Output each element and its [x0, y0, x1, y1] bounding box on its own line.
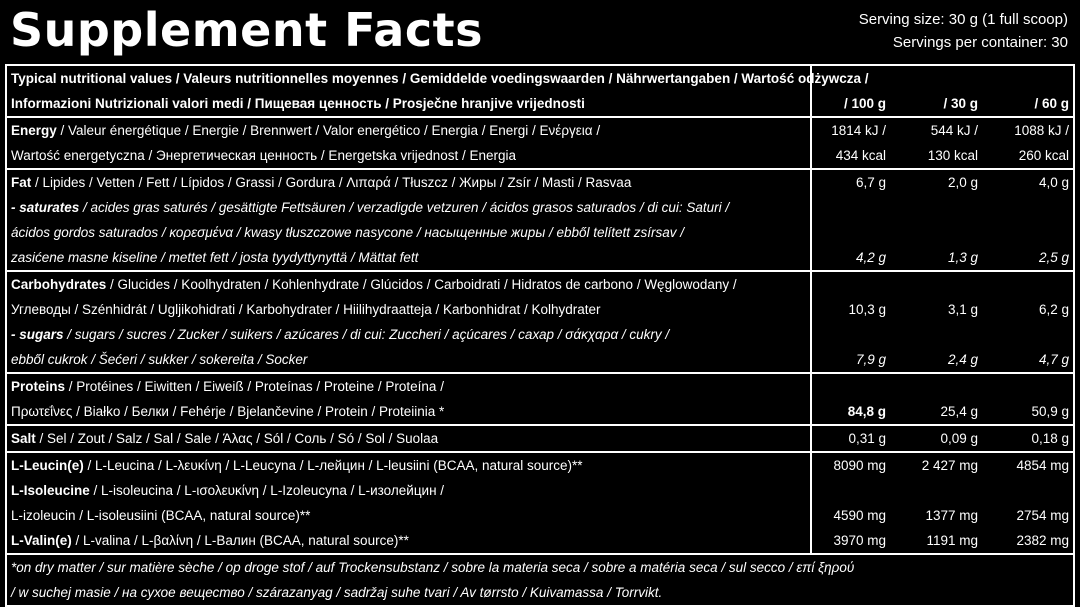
isoleucine-100g: 4590 mg [833, 508, 886, 523]
servings-per-container: Servings per container: 30 [892, 34, 1068, 51]
leucine-100g: 8090 mg [833, 458, 886, 473]
fat-line-1 [7, 170, 1073, 195]
col-header-30g: / 30 g [943, 96, 978, 111]
sugars-60g: 4,7 g [1038, 352, 1069, 367]
saturates-line-1 [7, 195, 1073, 220]
fat-label: Fat [11, 175, 32, 190]
fat-translations: / Lipides / Vetten / Fett / Lípidos / Grassi / Gordura / Λιπαρά / Tłuszcz / Жиры / Zsír / Masti / Rasvaa [31, 175, 632, 190]
fat-100g: 6,7 g [855, 175, 886, 190]
isoleucine-30g: 1377 mg [925, 508, 978, 523]
saturates-30g: 1,3 g [947, 250, 978, 265]
leucine-line [7, 453, 1073, 478]
row-energy [7, 116, 1073, 168]
proteins-label: Proteins [11, 379, 66, 394]
saturates-translations-1: / acides gras saturés / gesättigte Fettsäuren / verzadigde vetzuren / ácidos grasos saturados / di cui: Saturi / [79, 200, 730, 215]
energy-kj-30g: 544 kJ / [930, 123, 978, 138]
salt-100g: 0,31 g [848, 431, 886, 446]
footnote-line-2: / w suchej masie / на сухое вещество / szárazanyag / sadržaj suhe tvari / Av tørrsto / Kuivamassa / Torrvikt. [11, 585, 663, 600]
panel-title: Supplement Facts [10, 3, 483, 57]
carbs-100g: 10,3 g [848, 302, 886, 317]
serving-size: Serving size: 30 g (1 full scoop) [858, 11, 1068, 28]
energy-kj-60g: 1088 kJ / [1014, 123, 1069, 138]
col-header-100g: / 100 g [843, 96, 886, 111]
carbs-30g: 3,1 g [947, 302, 978, 317]
saturates-label: - saturates [11, 200, 80, 215]
sugars-line-2 [7, 347, 1073, 372]
fat-60g: 4,0 g [1038, 175, 1069, 190]
isoleucine-line-1 [7, 478, 1073, 503]
carbs-translations-1: / Glucides / Koolhydraten / Kohlenhydrate / Glúcidos / Carboidrati / Hidratos de carbono / Węglowodany / [106, 277, 737, 292]
leucine-label: L-Leucin(e) [11, 458, 84, 473]
isoleucine-label: L-Isoleucine [11, 483, 90, 498]
leucine-30g: 2 427 mg [921, 458, 978, 473]
saturates-line-2: ácidos gordos saturados / κορεσμένα / kwasy tłuszczowe nasycone / насыщенные жиры / ebből telített zsírsav / [11, 225, 685, 240]
energy-kcal-100g: 434 kcal [835, 148, 886, 163]
salt-60g: 0,18 g [1031, 431, 1069, 446]
carbs-translations-2: Углеводы / Szénhidrát / Ugljikohidrati / Karbohydrater / Hiilihydraatteja / Karbonhidrat / Kolhydrater [11, 302, 601, 317]
header-line-1: Typical nutritional values / Valeurs nutritionnelles moyennes / Gemiddelde voedingswaarden / Nährwertangaben / Wartość odżywcza / [11, 71, 869, 86]
proteins-60g: 50,9 g [1031, 404, 1069, 419]
valine-translations: / L-valina / L-βαλίνη / L-Валин (BCAA, natural source)** [71, 533, 409, 548]
isoleucine-60g: 2754 mg [1016, 508, 1069, 523]
footnote [7, 553, 1073, 605]
valine-line [7, 528, 1073, 553]
isoleucine-line-2 [7, 503, 1073, 528]
energy-line-2 [7, 143, 1073, 168]
salt-label: Salt [11, 431, 36, 446]
row-fat [7, 168, 1073, 270]
col-header-60g: / 60 g [1034, 96, 1069, 111]
saturates-60g: 2,5 g [1038, 250, 1069, 265]
header-line-2-text: Informazioni Nutrizionali valori medi / Пищевая ценность / Prosječne hranjive vrijednosti [11, 96, 585, 111]
salt-line-1 [7, 426, 1073, 451]
row-proteins [7, 372, 1073, 424]
leucine-translations: / L-Leucina / L-λευκίνη / L-Leucyna / L-лейцин / L-leusiini (BCAA, natural source)** [83, 458, 583, 473]
carbs-line-2 [7, 297, 1073, 322]
energy-kcal-60g: 260 kcal [1018, 148, 1069, 163]
saturates-translations-3: zasićene masne kiseline / mettet fett / josta tyydyttynyttä / Mättat fett [11, 250, 419, 265]
valine-label: L-Valin(e) [11, 533, 72, 548]
energy-label: Energy [11, 123, 57, 138]
row-amino-acids [7, 451, 1073, 553]
sugars-label: - sugars [11, 327, 64, 342]
energy-translations-2: Wartość energetyczna / Энергетическая ценность / Energetska vrijednost / Energia [11, 148, 517, 163]
carbs-60g: 6,2 g [1038, 302, 1069, 317]
saturates-line-3 [7, 245, 1073, 270]
saturates-100g: 4,2 g [855, 250, 886, 265]
energy-line-1 [7, 118, 1073, 143]
footnote-line-1: *on dry matter / sur matière sèche / op droge stof / auf Trockensubstanz / sobre la materia seca / sobre a matéria seca / sul secco / επί ξηρού [11, 560, 855, 575]
energy-translations-1: / Valeur énergétique / Energie / Brennwert / Valor energético / Energia / Energi / Ενέργεια / [56, 123, 601, 138]
valine-60g: 2382 mg [1016, 533, 1069, 548]
salt-30g: 0,09 g [940, 431, 978, 446]
energy-kcal-30g: 130 kcal [927, 148, 978, 163]
valine-100g: 3970 mg [833, 533, 886, 548]
sugars-30g: 2,4 g [947, 352, 978, 367]
isoleucine-translations-2: L-izoleucin / L-isoleusiini (BCAA, natural source)** [11, 508, 311, 523]
proteins-translations-1: / Protéines / Eiwitten / Eiweiß / Proteínas / Proteine / Proteína / [65, 379, 444, 394]
header-line-2 [7, 91, 1073, 116]
sugars-line-1 [7, 322, 1073, 347]
fat-30g: 2,0 g [947, 175, 978, 190]
proteins-100g: 84,8 g [847, 404, 886, 419]
carbs-label: Carbohydrates [11, 277, 107, 292]
row-carbohydrates [7, 270, 1073, 372]
row-salt [7, 424, 1073, 451]
sugars-translations-2: ebből cukrok / Šećeri / sukker / sokereita / Socker [11, 352, 308, 367]
proteins-line-2 [7, 399, 1073, 424]
serving-info [859, 8, 1068, 54]
isoleucine-translations-1: / L-isoleucina / L-ισολευκίνη / L-Izoleucyna / L-изолейцин / [89, 483, 445, 498]
carbs-line-1 [7, 272, 1073, 297]
table-header [7, 66, 1073, 116]
nutrition-table [5, 64, 1075, 607]
leucine-60g: 4854 mg [1016, 458, 1069, 473]
proteins-translations-2: Πρωτεΐνες / Białko / Белки / Fehérje / Bjelančevine / Protein / Proteiinia * [11, 404, 445, 419]
proteins-line-1 [7, 374, 1073, 399]
valine-30g: 1191 mg [926, 533, 978, 548]
salt-translations: / Sel / Zout / Salz / Sal / Sale / Άλας / Sól / Соль / Só / Sol / Suolaa [35, 431, 439, 446]
sugars-100g: 7,9 g [855, 352, 886, 367]
proteins-30g: 25,4 g [940, 404, 978, 419]
energy-kj-100g: 1814 kJ / [831, 123, 886, 138]
sugars-translations-1: / sugars / sucres / Zucker / suikers / azúcares / di cui: Zuccheri / açúcares / сахар / σάκχαρα / cukry / [63, 327, 670, 342]
